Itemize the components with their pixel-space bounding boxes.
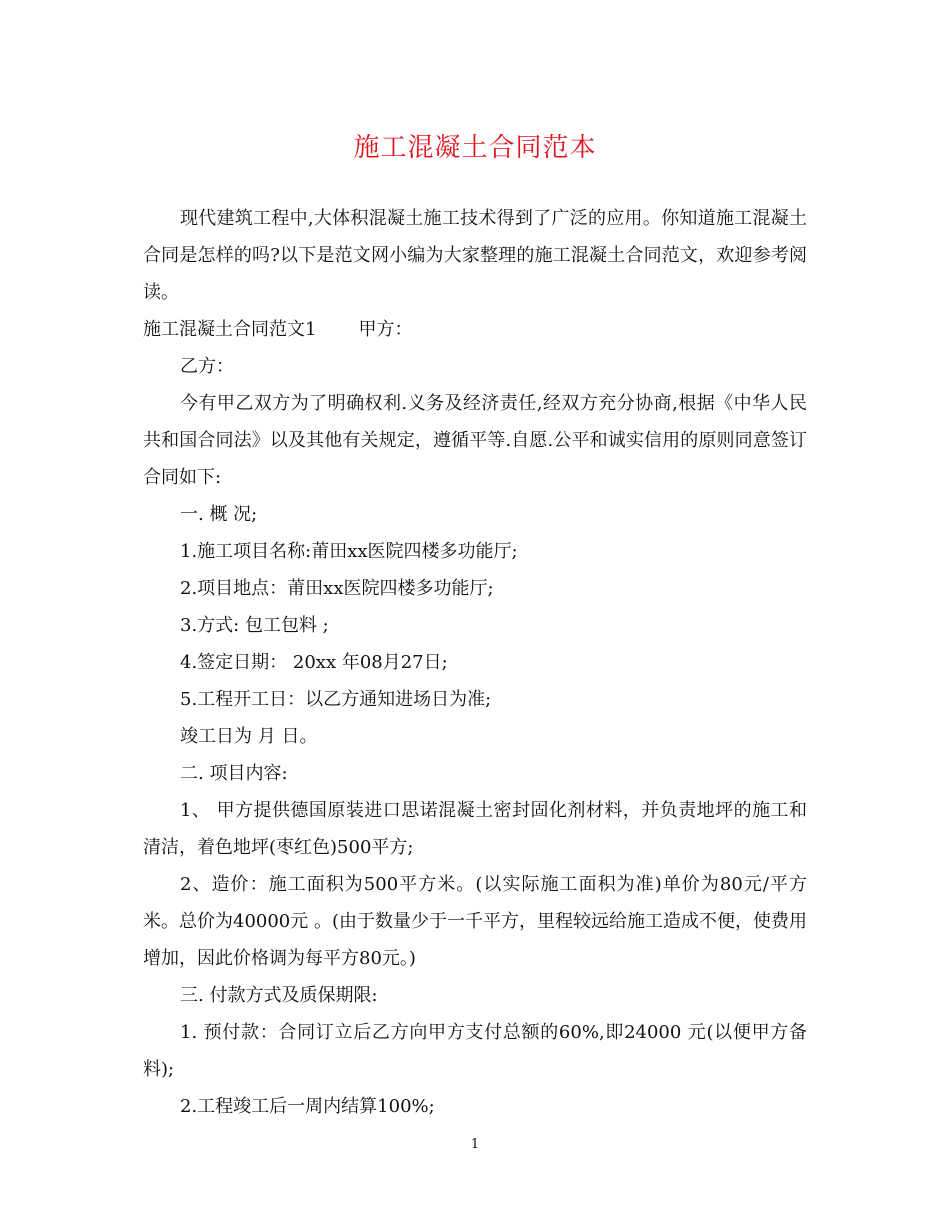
part1-item: 4.签定日期： 20xx 年08月27日; — [180, 652, 448, 673]
section-heading-line — [143, 311, 807, 348]
part2-item: 1、 甲方提供德国原装进口思诺混凝土密封固化剂材料，并负责地坪的施工和清洁，着色地坪(枣红色)500平方; — [143, 800, 807, 858]
part2-heading: 二. 项目内容: — [180, 763, 288, 784]
part1-item: 2.项目地点：莆田xx医院四楼多功能厅; — [180, 578, 494, 599]
part1-item: 1.施工项目名称:莆田xx医院四楼多功能厅; — [180, 541, 518, 562]
part3-item: 1. 预付款：合同订立后乙方向甲方支付总额的60%,即24000 元(以便甲方备料); — [143, 1022, 807, 1080]
page-number: 1 — [470, 1137, 480, 1152]
preamble-paragraph: 今有甲乙双方为了明确权利.义务及经济责任,经双方充分协商,根据《中华人民共和国合同法》以及其他有关规定，遵循平等.自愿.公平和诚实信用的原则同意签订合同如下: — [143, 393, 807, 488]
part2-item: 2、造价：施工面积为500平方米。(以实际施工面积为准)单价为80元/平方米。总价为40000元 。(由于数量少于一千平方，里程较远给施工造成不便，使费用增加，因此价格调为每平方80元。) — [143, 874, 808, 969]
part1-item: 竣工日为 月 日。 — [180, 726, 318, 747]
part1-heading: 一. 概 况; — [180, 504, 258, 525]
part1-item: 5.工程开工日：以乙方通知进场日为准; — [180, 689, 492, 710]
part3-heading: 三. 付款方式及质保期限: — [180, 985, 378, 1006]
party-a-label: 甲方： — [358, 319, 413, 340]
document-body — [143, 200, 807, 1125]
intro-paragraph: 现代建筑工程中,大体积混凝土施工技术得到了广泛的应用。你知道施工混凝土合同是怎样的吗?以下是范文网小编为大家整理的施工混凝土合同范文，欢迎参考阅读。 — [143, 208, 807, 303]
section-heading: 施工混凝土合同范文1 — [143, 319, 317, 340]
document-title: 施工混凝土合同范本 — [353, 133, 597, 163]
party-b-label: 乙方： — [180, 356, 234, 377]
part1-item: 3.方式: 包工包料 ; — [180, 615, 329, 636]
part3-item: 2.工程竣工后一周内结算100%; — [180, 1096, 435, 1117]
